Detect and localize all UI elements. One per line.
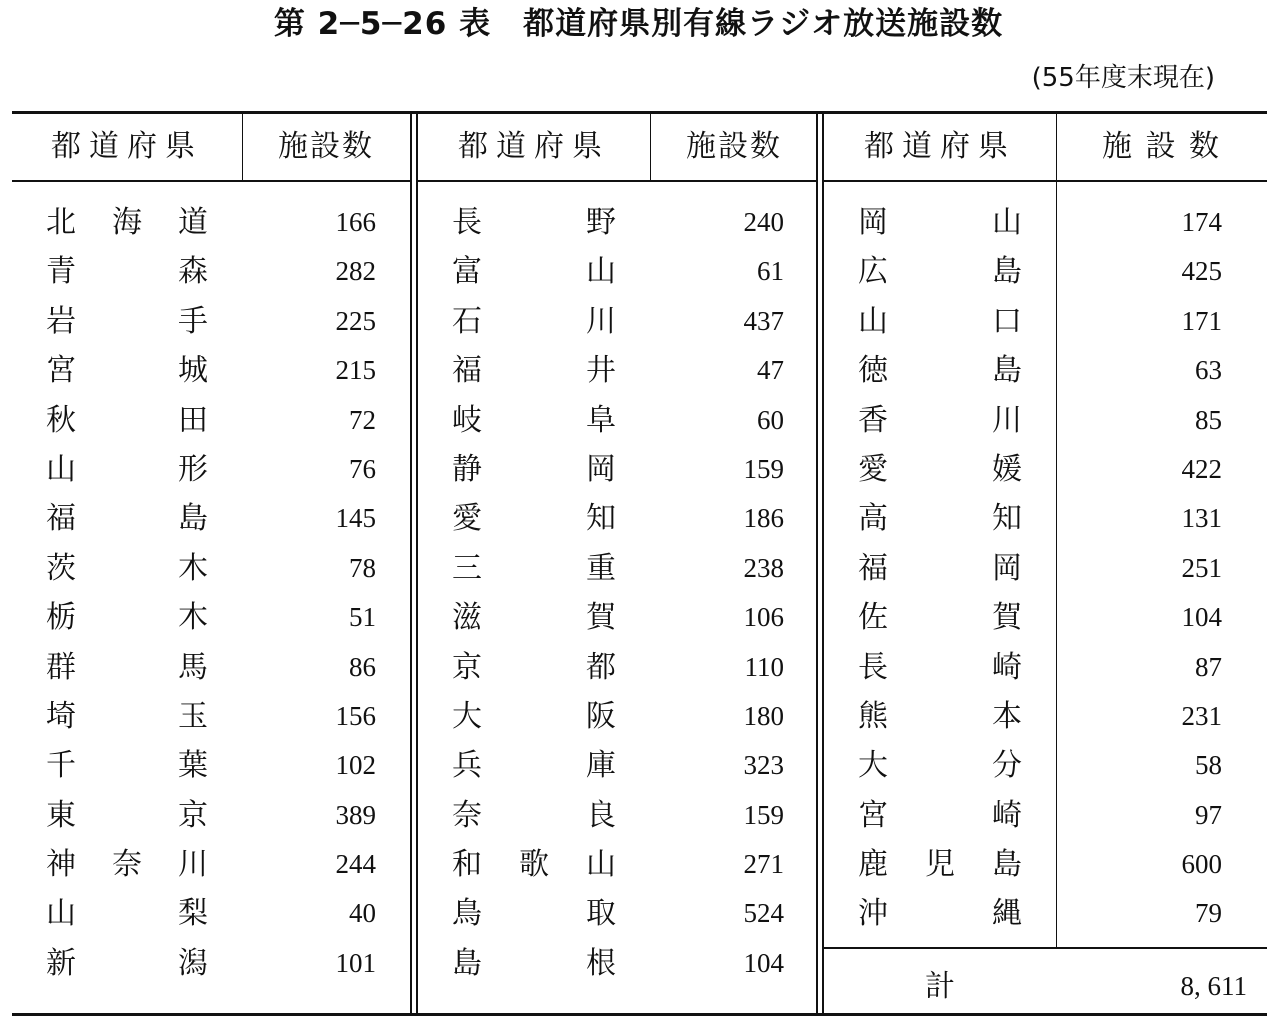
facility-count: 131: [1181, 503, 1222, 534]
prefecture-name: 愛 媛: [858, 451, 1022, 487]
facility-count: 104: [743, 947, 784, 978]
table-row: [418, 939, 818, 988]
table-row: [824, 643, 1267, 692]
bottom-rule: [12, 1013, 1267, 1016]
prefecture-name: 香 川: [858, 402, 1022, 438]
table-rows: [418, 198, 818, 988]
prefecture-name: 神 奈 川: [46, 847, 208, 883]
header-count: 施設数: [686, 129, 782, 164]
prefecture-name: 山 梨: [46, 896, 208, 932]
table-row: [418, 297, 818, 346]
facility-count: 85: [1195, 404, 1222, 435]
facility-count: 231: [1181, 700, 1222, 731]
facility-count: 145: [335, 503, 376, 534]
table-row: [12, 297, 410, 346]
prefecture-name: 三 重: [452, 550, 616, 586]
prefecture-name: 青 森: [46, 254, 208, 290]
facility-count: 180: [743, 700, 784, 731]
prefecture-name: 奈 良: [452, 797, 616, 833]
prefecture-name: 岩 手: [46, 303, 208, 339]
facility-count: 225: [335, 305, 376, 336]
total-label: 計: [925, 969, 955, 1004]
facility-count: 86: [349, 651, 376, 682]
total-count: 8, 611: [1180, 971, 1247, 1001]
unit-note: (55年度末現在): [1031, 63, 1215, 93]
facility-count: 186: [743, 503, 784, 534]
table-rows: [12, 198, 410, 988]
facility-count: 600: [1181, 849, 1222, 880]
facility-count: 389: [335, 799, 376, 830]
prefecture-name: 埼 玉: [46, 698, 208, 734]
prefecture-name: 秋 田: [46, 402, 208, 438]
table-header: [824, 114, 1267, 182]
prefecture-name: 島 根: [452, 945, 616, 981]
column-divider: [1056, 114, 1057, 182]
table-header: [12, 114, 410, 182]
facility-count: 159: [743, 453, 784, 484]
prefecture-name: 高 知: [858, 501, 1022, 537]
table-row: [418, 692, 818, 741]
header-prefecture: 都道府県: [864, 129, 1016, 164]
table-row: [418, 198, 818, 247]
facility-count: 87: [1195, 651, 1222, 682]
prefecture-name: 兵 庫: [452, 748, 616, 784]
table-row: [12, 544, 410, 593]
facility-count: 240: [743, 207, 784, 237]
table-row: [824, 346, 1267, 395]
prefecture-name: 長 崎: [858, 649, 1022, 685]
table-row: [418, 840, 818, 889]
facility-count: 437: [743, 305, 784, 336]
table-header: [418, 114, 818, 182]
prefecture-name: 沖 縄: [858, 896, 1022, 932]
facility-count: 244: [335, 849, 376, 880]
facility-count: 282: [335, 256, 376, 287]
prefecture-name: 岐 阜: [452, 402, 616, 438]
facility-count: 60: [757, 404, 784, 435]
prefecture-name: 滋 賀: [452, 600, 616, 636]
prefecture-name: 福 岡: [858, 550, 1022, 586]
table-row: [418, 643, 818, 692]
facility-count: 61: [757, 256, 784, 287]
table-row: [12, 840, 410, 889]
table-row: [824, 494, 1267, 543]
table-row: [12, 692, 410, 741]
facility-count: 425: [1181, 256, 1222, 287]
prefecture-name: 大 阪: [452, 698, 616, 734]
column-divider: [242, 114, 243, 182]
table-row: [824, 741, 1267, 790]
table-row: [824, 396, 1267, 445]
facility-count: 166: [335, 207, 376, 237]
prefecture-name: 徳 島: [858, 353, 1022, 389]
header-prefecture: 都道府県: [51, 129, 203, 164]
facility-count: 524: [743, 898, 784, 929]
table-row: [418, 791, 818, 840]
table-row: [418, 346, 818, 395]
table-row: [418, 741, 818, 790]
prefecture-name: 熊 本: [858, 698, 1022, 734]
prefecture-name: 鹿 児 島: [858, 847, 1022, 883]
table-row: [824, 593, 1267, 642]
facility-count: 171: [1181, 305, 1222, 336]
table-row: [824, 445, 1267, 494]
facility-count: 101: [335, 947, 376, 978]
table-row: [824, 889, 1267, 938]
table-row: [12, 494, 410, 543]
facility-count: 79: [1195, 898, 1222, 929]
table-row: [418, 593, 818, 642]
prefecture-name: 石 川: [452, 303, 616, 339]
prefecture-name: 富 山: [452, 254, 616, 290]
facility-count: 47: [757, 355, 784, 386]
table-row: [12, 643, 410, 692]
prefecture-name: 北 海 道: [46, 205, 208, 240]
facility-count: 323: [743, 750, 784, 781]
facility-count: 174: [1181, 207, 1222, 237]
prefecture-name: 千 葉: [46, 748, 208, 784]
prefecture-name: 鳥 取: [452, 896, 616, 932]
facility-count: 78: [349, 552, 376, 583]
facility-count: 51: [349, 602, 376, 633]
prefecture-name: 静 岡: [452, 451, 616, 487]
prefecture-name: 茨 木: [46, 550, 208, 586]
header-count: 施 設 数: [1101, 129, 1222, 164]
table-row: [12, 346, 410, 395]
table-row: [824, 791, 1267, 840]
table-row: [12, 593, 410, 642]
facility-count: 104: [1181, 602, 1222, 633]
table-rows: [824, 198, 1267, 939]
table-row: [418, 247, 818, 296]
table-row: [12, 198, 410, 247]
facility-count: 110: [744, 651, 784, 682]
prefecture-name: 広 島: [858, 254, 1022, 290]
prefecture-name: 岡 山: [858, 205, 1022, 240]
prefecture-name: 福 島: [46, 501, 208, 537]
prefecture-name: 群 馬: [46, 649, 208, 685]
prefecture-name: 福 井: [452, 353, 616, 389]
prefecture-name: 宮 城: [46, 353, 208, 389]
header-count: 施設数: [278, 129, 374, 164]
facility-count: 422: [1181, 453, 1222, 484]
table-row: [824, 544, 1267, 593]
prefecture-name: 佐 賀: [858, 600, 1022, 636]
total-rule: [824, 947, 1267, 949]
prefecture-name: 大 分: [858, 748, 1022, 784]
facility-count: 102: [335, 750, 376, 781]
table-row: [824, 297, 1267, 346]
table-row: [824, 840, 1267, 889]
prefecture-name: 新 潟: [46, 945, 208, 981]
facility-count: 156: [335, 700, 376, 731]
facility-count: 63: [1195, 355, 1222, 386]
facility-count: 238: [743, 552, 784, 583]
facility-count: 72: [349, 404, 376, 435]
facility-count: 97: [1195, 799, 1222, 830]
table-row: [824, 198, 1267, 247]
prefecture-name: 東 京: [46, 797, 208, 833]
facility-count: 271: [743, 849, 784, 880]
header-prefecture: 都道府県: [458, 129, 610, 164]
table-row: [12, 741, 410, 790]
facility-count: 106: [743, 602, 784, 633]
table-title: 第 2─5─26 表 都道府県別有線ラジオ放送施設数: [273, 6, 1004, 42]
facility-count: 159: [743, 799, 784, 830]
table-row: [12, 791, 410, 840]
column-divider: [650, 114, 651, 182]
facility-count: 58: [1195, 750, 1222, 781]
table-block-1: [12, 114, 410, 1013]
table-row: [418, 494, 818, 543]
table-row: [12, 247, 410, 296]
facility-count: 40: [349, 898, 376, 929]
table-block-3: [824, 114, 1267, 1013]
table-row: [824, 247, 1267, 296]
prefecture-name: 宮 崎: [858, 797, 1022, 833]
table-row: [12, 396, 410, 445]
prefecture-name: 山 形: [46, 451, 208, 487]
table-row: [418, 544, 818, 593]
facility-count: 215: [335, 355, 376, 386]
table-row: [12, 445, 410, 494]
facility-count: 76: [349, 453, 376, 484]
facility-count: 251: [1181, 552, 1222, 583]
table-row: [12, 939, 410, 988]
table-row: [824, 692, 1267, 741]
double-divider-1: [410, 114, 418, 1013]
prefecture-name: 栃 木: [46, 600, 208, 636]
prefecture-name: 長 野: [452, 205, 616, 240]
table-row: [418, 889, 818, 938]
table-row: [418, 396, 818, 445]
table-row: [418, 445, 818, 494]
prefecture-name: 山 口: [858, 303, 1022, 339]
prefecture-name: 京 都: [452, 649, 616, 685]
prefecture-name: 愛 知: [452, 501, 616, 537]
prefecture-name: 和 歌 山: [452, 847, 616, 883]
table-block-2: [418, 114, 818, 1013]
table-row: [12, 889, 410, 938]
